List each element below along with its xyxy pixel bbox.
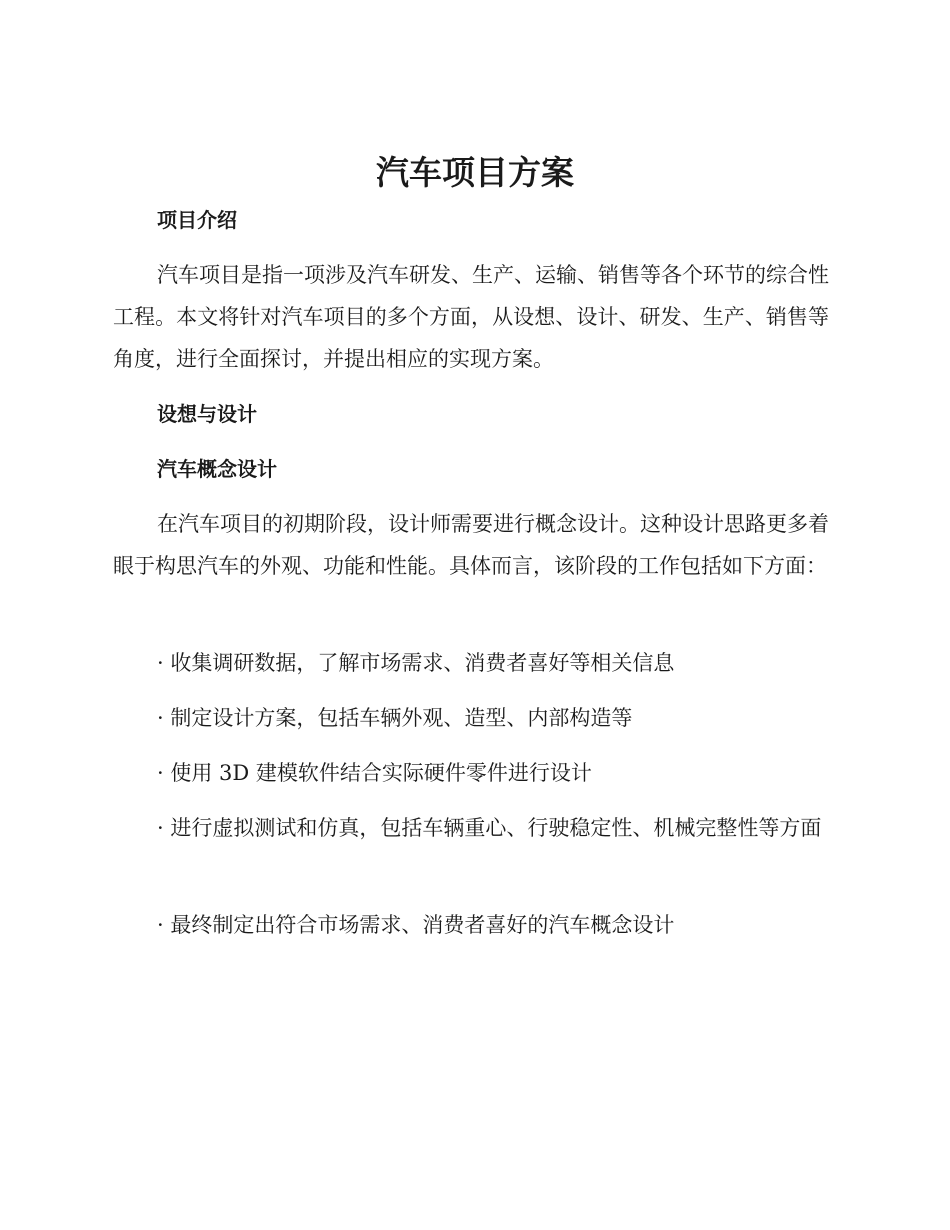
list-item: · 收集调研数据，了解市场需求、消费者喜好等相关信息 bbox=[157, 651, 675, 675]
paragraph-concept-design: 在汽车项目的初期阶段，设计师需要进行概念设计。这种设计思路更多着眼于构思汽车的外观、功能和性能。具体而言，该阶段的工作包括如下方面： bbox=[113, 512, 829, 578]
document-title: 汽车项目方案 bbox=[376, 153, 574, 192]
section-heading-project-intro: 项目介绍 bbox=[157, 208, 237, 232]
list-item: · 使用 3D 建模软件结合实际硬件零件进行设计 bbox=[157, 761, 592, 785]
section-heading-concept-and-design: 设想与设计 bbox=[157, 402, 257, 426]
section-heading-car-concept-design: 汽车概念设计 bbox=[157, 457, 277, 481]
list-item: · 进行虚拟测试和仿真，包括车辆重心、行驶稳定性、机械完整性等方面 bbox=[157, 816, 822, 840]
list-item: · 最终制定出符合市场需求、消费者喜好的汽车概念设计 bbox=[157, 913, 675, 937]
list-item: · 制定设计方案，包括车辆外观、造型、内部构造等 bbox=[157, 706, 633, 730]
paragraph-project-intro: 汽车项目是指一项涉及汽车研发、生产、运输、销售等各个环节的综合性工程。本文将针对汽车项目的多个方面，从设想、设计、研发、生产、销售等角度，进行全面探讨，并提出相应的实现方案。 bbox=[113, 263, 829, 371]
